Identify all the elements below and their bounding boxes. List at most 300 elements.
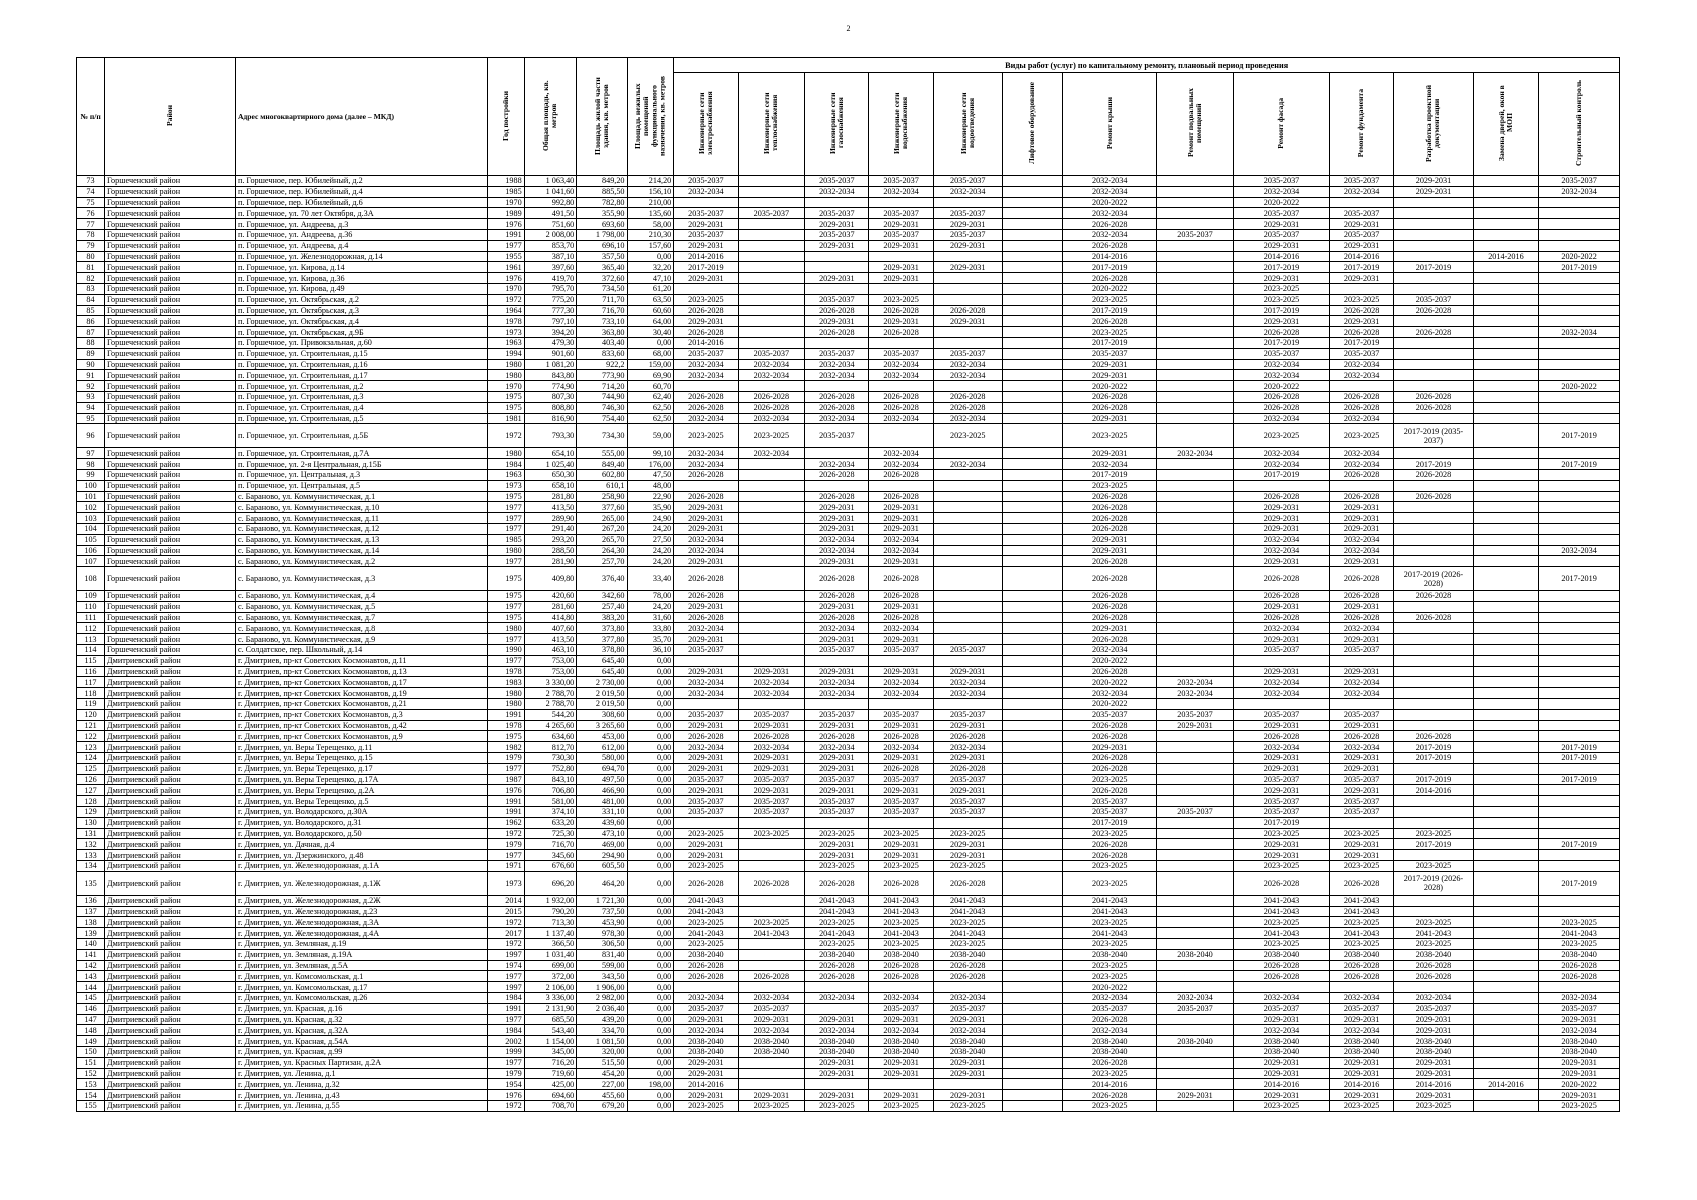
cell-work-period: 2020-2022: [1063, 699, 1157, 710]
cell-work-period: [1473, 545, 1538, 556]
cell-work-period: [738, 1057, 805, 1068]
cell-work-period: 2038-2040: [869, 949, 933, 960]
cell-work-period: [1002, 906, 1063, 917]
cell-address: г. Дмитриев, ул. Красная, д.32: [235, 1014, 487, 1025]
cell-work-period: [1329, 699, 1393, 710]
cell-work-period: [1002, 208, 1063, 219]
cell-area-living: 849,20: [577, 176, 627, 187]
cell-work-period: [1394, 273, 1473, 284]
cell-work-period: 2035-2037: [1329, 229, 1393, 240]
cell-work-period: 2029-2031: [805, 219, 869, 230]
cell-work-period: 2029-2031: [1234, 316, 1330, 327]
cell-work-period: 2023-2025: [805, 1100, 869, 1111]
cell-work-period: [738, 556, 805, 567]
cell-work-period: [1473, 348, 1538, 359]
cell-work-period: 2026-2028: [674, 567, 738, 591]
cell-work-period: 2029-2031: [674, 720, 738, 731]
cell-work-period: 2017-2019: [1234, 469, 1330, 480]
cell-district: Дмитриевский район: [105, 1025, 236, 1036]
cell-district: Горшеченский район: [105, 413, 236, 424]
cell-work-period: 2035-2037: [1063, 1003, 1157, 1014]
cell-district: Горшеченский район: [105, 402, 236, 413]
table-row: [77, 1100, 1620, 1111]
cell-num: 123: [77, 742, 105, 753]
cell-year: 1984: [488, 992, 524, 1003]
cell-work-period: 2029-2031: [869, 240, 933, 251]
cell-work-period: 2026-2028: [738, 971, 805, 982]
cell-work-period: [738, 219, 805, 230]
cell-area-total: 992,80: [524, 197, 577, 208]
cell-work-period: 2029-2031: [1394, 1068, 1473, 1079]
cell-work-period: 2026-2028: [869, 469, 933, 480]
cell-work-period: [933, 523, 1002, 534]
cell-num: 98: [77, 459, 105, 470]
cell-year: 1973: [488, 480, 524, 491]
cell-work-period: 2023-2025: [1234, 917, 1330, 928]
cell-area-nonres: 210,00: [627, 197, 674, 208]
cell-work-period: 2026-2028: [805, 871, 869, 895]
cell-work-period: 2032-2034: [805, 359, 869, 370]
cell-work-period: 2029-2031: [1234, 785, 1330, 796]
cell-work-period: 2026-2028: [1329, 731, 1393, 742]
cell-work-period: [1002, 197, 1063, 208]
cell-work-period: [1156, 502, 1233, 513]
cell-work-period: 2029-2031: [1394, 1057, 1473, 1068]
cell-num: 88: [77, 337, 105, 348]
cell-work-period: [1539, 370, 1620, 381]
cell-address: п. Горшечное, ул. Строительная, д.17: [235, 370, 487, 381]
cell-work-period: 2026-2028: [1063, 731, 1157, 742]
cell-num: 146: [77, 1003, 105, 1014]
cell-work-period: [805, 381, 869, 392]
cell-work-period: [1473, 992, 1538, 1003]
cell-area-living: 885,50: [577, 186, 627, 197]
cell-num: 111: [77, 612, 105, 623]
cell-work-period: 2029-2031: [933, 666, 1002, 677]
cell-work-period: 2032-2034: [738, 359, 805, 370]
cell-district: Дмитриевский район: [105, 720, 236, 731]
cell-year: 1975: [488, 402, 524, 413]
cell-work-period: [1473, 763, 1538, 774]
cell-work-period: 2026-2028: [869, 591, 933, 602]
cell-work-period: 2026-2028: [1063, 556, 1157, 567]
cell-num: 139: [77, 928, 105, 939]
cell-work-period: 2029-2031: [1539, 1090, 1620, 1101]
cell-work-period: 2029-2031: [805, 763, 869, 774]
cell-address: г. Дмитриев, ул. Железнодорожная, д.4А: [235, 928, 487, 939]
cell-work-period: 2017-2019: [1394, 262, 1473, 273]
cell-num: 90: [77, 359, 105, 370]
cell-area-nonres: 156,10: [627, 186, 674, 197]
cell-district: Горшеченский район: [105, 208, 236, 219]
cell-work-period: 2029-2031: [1394, 1090, 1473, 1101]
cell-work-period: 2035-2037: [1329, 1003, 1393, 1014]
cell-district: Горшеченский район: [105, 459, 236, 470]
cell-work-period: [1002, 839, 1063, 850]
cell-work-period: 2035-2037: [738, 709, 805, 720]
cell-work-period: 2017-2019: [1539, 774, 1620, 785]
cell-area-living: 453,00: [577, 731, 627, 742]
cell-area-nonres: 64,00: [627, 316, 674, 327]
cell-work-period: 2029-2031: [1234, 523, 1330, 534]
cell-work-period: 2029-2031: [1234, 556, 1330, 567]
cell-work-period: [933, 327, 1002, 338]
cell-area-nonres: 24,20: [627, 556, 674, 567]
cell-work-period: [1473, 645, 1538, 656]
cell-district: Дмитриевский район: [105, 1036, 236, 1047]
cell-work-period: [1539, 523, 1620, 534]
cell-work-period: 2035-2037: [738, 1003, 805, 1014]
cell-year: 1977: [488, 850, 524, 861]
table-row: [77, 1014, 1620, 1025]
cell-num: 97: [77, 448, 105, 459]
cell-work-period: 2032-2034: [674, 370, 738, 381]
cell-year: 1985: [488, 186, 524, 197]
cell-work-period: 2029-2031: [1329, 1068, 1393, 1079]
cell-work-period: 2026-2028: [674, 491, 738, 502]
cell-work-period: 2017-2019 (2026-2028): [1394, 567, 1473, 591]
cell-work-period: [1394, 502, 1473, 513]
cell-district: Дмитриевский район: [105, 709, 236, 720]
cell-area-living: 2 730,00: [577, 677, 627, 688]
cell-work-period: 2026-2028: [933, 402, 1002, 413]
cell-work-period: 2023-2025: [869, 294, 933, 305]
table-row: [77, 262, 1620, 273]
cell-year: 1980: [488, 623, 524, 634]
cell-area-nonres: 0,00: [627, 850, 674, 861]
cell-work-period: 2026-2028: [1063, 601, 1157, 612]
cell-area-total: 751,60: [524, 219, 577, 230]
cell-year: 1977: [488, 513, 524, 524]
cell-area-living: 363,80: [577, 327, 627, 338]
cell-area-nonres: 47,50: [627, 469, 674, 480]
cell-work-period: 2038-2040: [805, 1046, 869, 1057]
cell-work-period: 2032-2034: [869, 359, 933, 370]
cell-work-period: 2023-2025: [933, 828, 1002, 839]
cell-work-period: [933, 513, 1002, 524]
cell-work-period: [1473, 971, 1538, 982]
cell-work-period: [1473, 513, 1538, 524]
cell-work-period: [1002, 1036, 1063, 1047]
cell-area-living: 1 721,30: [577, 895, 627, 906]
cell-work-period: 2029-2031: [1234, 720, 1330, 731]
cell-area-living: 645,40: [577, 655, 627, 666]
cell-work-period: [933, 567, 1002, 591]
cell-area-living: 515,50: [577, 1057, 627, 1068]
cell-work-period: [1002, 381, 1063, 392]
table-row: [77, 655, 1620, 666]
cell-work-period: [805, 655, 869, 666]
cell-work-period: [1156, 591, 1233, 602]
cell-work-period: [1473, 370, 1538, 381]
table-row: [77, 731, 1620, 742]
cell-work-period: 2023-2025: [1394, 917, 1473, 928]
cell-district: Дмитриевский район: [105, 971, 236, 982]
cell-work-period: [1473, 906, 1538, 917]
cell-work-period: [674, 817, 738, 828]
cell-work-period: [1156, 895, 1233, 906]
cell-work-period: 2026-2028: [1394, 305, 1473, 316]
cell-work-period: [933, 283, 1002, 294]
cell-work-period: [1002, 982, 1063, 993]
cell-district: Горшеченский район: [105, 273, 236, 284]
cell-work-period: 2026-2028: [1063, 763, 1157, 774]
cell-work-period: 2041-2043: [1329, 895, 1393, 906]
cell-year: 1977: [488, 971, 524, 982]
cell-work-period: 2026-2028: [869, 327, 933, 338]
cell-area-nonres: 78,00: [627, 591, 674, 602]
cell-work-period: [1002, 971, 1063, 982]
cell-work-period: 2026-2028: [869, 731, 933, 742]
cell-work-period: [1156, 906, 1233, 917]
cell-work-period: 2032-2034: [738, 742, 805, 753]
cell-work-period: 2026-2028: [1329, 567, 1393, 591]
cell-work-period: 2026-2028: [674, 960, 738, 971]
cell-work-period: [738, 1068, 805, 1079]
cell-year: 1989: [488, 208, 524, 219]
cell-work-period: 2023-2025: [674, 424, 738, 448]
cell-num: 78: [77, 229, 105, 240]
cell-work-period: 2023-2025: [1063, 871, 1157, 895]
cell-work-period: [1234, 982, 1330, 993]
cell-district: Дмитриевский район: [105, 917, 236, 928]
cell-area-total: 808,80: [524, 402, 577, 413]
cell-area-nonres: 0,00: [627, 785, 674, 796]
cell-area-nonres: 176,00: [627, 459, 674, 470]
cell-work-period: 2026-2028: [1329, 402, 1393, 413]
cell-work-period: 2029-2031: [1234, 502, 1330, 513]
cell-area-living: 849,40: [577, 459, 627, 470]
cell-work-period: 2029-2031: [1063, 742, 1157, 753]
cell-area-nonres: 24,20: [627, 601, 674, 612]
cell-work-period: [1002, 534, 1063, 545]
cell-work-period: [738, 939, 805, 950]
cell-work-period: 2026-2028: [1394, 391, 1473, 402]
cell-work-period: 2029-2031: [869, 1068, 933, 1079]
cell-work-period: 2032-2034: [869, 742, 933, 753]
cell-work-period: [738, 469, 805, 480]
cell-year: 1977: [488, 556, 524, 567]
cell-district: Горшеченский район: [105, 545, 236, 556]
cell-work-period: [1539, 731, 1620, 742]
cell-work-period: 2029-2031: [1063, 413, 1157, 424]
cell-work-period: [738, 186, 805, 197]
cell-area-living: 466,90: [577, 785, 627, 796]
cell-district: Горшеченский район: [105, 240, 236, 251]
cell-work-period: 2023-2025: [674, 939, 738, 950]
cell-num: 95: [77, 413, 105, 424]
cell-work-period: 2029-2031: [869, 839, 933, 850]
cell-work-period: 2026-2028: [1394, 469, 1473, 480]
cell-area-living: 679,20: [577, 1100, 627, 1111]
cell-address: г. Дмитриев, пр-кт Советских Космонавтов, д.13: [235, 666, 487, 677]
cell-work-period: [1473, 469, 1538, 480]
header-work-2: Инженерные сети газоснабжения: [805, 73, 869, 176]
cell-work-period: 2032-2034: [869, 459, 933, 470]
cell-work-period: 2032-2034: [1234, 359, 1330, 370]
cell-work-period: 2029-2031: [674, 666, 738, 677]
cell-work-period: 2029-2031: [1063, 534, 1157, 545]
cell-year: 1997: [488, 949, 524, 960]
cell-work-period: [1473, 459, 1538, 470]
cell-area-nonres: 24,90: [627, 513, 674, 524]
cell-work-period: 2029-2031: [674, 1068, 738, 1079]
cell-address: г. Дмитриев, пр-кт Советских Космонавтов, д.42: [235, 720, 487, 731]
cell-work-period: [1002, 917, 1063, 928]
cell-work-period: 2026-2028: [1234, 491, 1330, 502]
table-row: [77, 327, 1620, 338]
cell-area-living: 773,90: [577, 370, 627, 381]
cell-work-period: [1473, 591, 1538, 602]
cell-work-period: 2029-2031: [933, 850, 1002, 861]
cell-work-period: 2035-2037: [1234, 229, 1330, 240]
cell-work-period: 2017-2019: [1539, 262, 1620, 273]
cell-work-period: [1002, 294, 1063, 305]
cell-work-period: 2041-2043: [933, 906, 1002, 917]
cell-district: Горшеченский район: [105, 283, 236, 294]
cell-address: г. Дмитриев, ул. Железнодорожная, д.3А: [235, 917, 487, 928]
cell-district: Дмитриевский район: [105, 742, 236, 753]
cell-address: г. Дмитриев, ул. Красных Партизан, д.2А: [235, 1057, 487, 1068]
cell-work-period: [1156, 971, 1233, 982]
cell-work-period: 2017-2019: [1234, 262, 1330, 273]
cell-work-period: 2035-2037: [869, 348, 933, 359]
cell-district: Дмитриевский район: [105, 960, 236, 971]
cell-work-period: 2035-2037: [1329, 208, 1393, 219]
cell-work-period: [933, 480, 1002, 491]
cell-work-period: 2032-2034: [1329, 623, 1393, 634]
cell-work-period: 2023-2025: [738, 424, 805, 448]
cell-year: 1977: [488, 1014, 524, 1025]
cell-work-period: [933, 556, 1002, 567]
cell-work-period: 2038-2040: [1329, 1046, 1393, 1057]
cell-work-period: 2035-2037: [933, 208, 1002, 219]
cell-work-period: 2029-2031: [738, 1014, 805, 1025]
cell-work-period: 2035-2037: [1234, 208, 1330, 219]
cell-work-period: [869, 381, 933, 392]
header-work-11: Замена дверей, окон в МОП: [1473, 73, 1538, 176]
cell-work-period: [1394, 556, 1473, 567]
cell-work-period: [1473, 699, 1538, 710]
cell-work-period: [1002, 348, 1063, 359]
cell-work-period: [1002, 774, 1063, 785]
cell-num: 136: [77, 895, 105, 906]
cell-work-period: [933, 251, 1002, 262]
cell-num: 106: [77, 545, 105, 556]
cell-work-period: 2029-2031: [869, 666, 933, 677]
cell-num: 85: [77, 305, 105, 316]
cell-work-period: 2023-2025: [933, 939, 1002, 950]
cell-address: г. Дмитриев, ул. Володарского, д.30А: [235, 807, 487, 818]
cell-work-period: 2035-2037: [1539, 176, 1620, 187]
cell-work-period: [1002, 448, 1063, 459]
cell-work-period: [1156, 939, 1233, 950]
cell-work-period: 2032-2034: [869, 545, 933, 556]
cell-work-period: 2035-2037: [933, 774, 1002, 785]
cell-work-period: 2029-2031: [1234, 850, 1330, 861]
cell-area-nonres: 0,00: [627, 688, 674, 699]
cell-area-living: 294,90: [577, 850, 627, 861]
cell-work-period: [1156, 402, 1233, 413]
cell-work-period: 2026-2028: [1329, 971, 1393, 982]
cell-num: 74: [77, 186, 105, 197]
cell-work-period: [805, 283, 869, 294]
header-area-nonres: Площадь нежилых помещений функционального назначения, кв. метров: [627, 58, 674, 176]
cell-work-period: 2041-2043: [738, 928, 805, 939]
cell-address: п. Горшечное, ул. Строительная, д.4: [235, 402, 487, 413]
cell-work-period: 2035-2037: [1329, 774, 1393, 785]
cell-work-period: 2035-2037: [1063, 348, 1157, 359]
cell-work-period: [1002, 949, 1063, 960]
cell-work-period: 2026-2028: [1329, 591, 1393, 602]
cell-year: 1970: [488, 381, 524, 392]
cell-area-nonres: 0,00: [627, 251, 674, 262]
cell-area-living: 469,00: [577, 839, 627, 850]
cell-area-nonres: 33,40: [627, 567, 674, 591]
cell-work-period: [869, 197, 933, 208]
cell-area-total: 685,50: [524, 1014, 577, 1025]
cell-work-period: [1394, 807, 1473, 818]
cell-area-total: 1 154,00: [524, 1036, 577, 1047]
cell-year: 1999: [488, 1046, 524, 1057]
cell-work-period: [1156, 545, 1233, 556]
cell-work-period: [1473, 176, 1538, 187]
cell-area-total: 2 131,90: [524, 1003, 577, 1014]
cell-num: 140: [77, 939, 105, 950]
cell-area-nonres: 62,50: [627, 402, 674, 413]
cell-work-period: 2035-2037: [674, 709, 738, 720]
cell-work-period: 2017-2019: [1063, 337, 1157, 348]
cell-address: г. Дмитриев, ул. Веры Терещенко, д.15: [235, 753, 487, 764]
cell-num: 118: [77, 688, 105, 699]
cell-year: 1978: [488, 720, 524, 731]
cell-work-period: [1156, 763, 1233, 774]
cell-work-period: 2035-2037: [1234, 1003, 1330, 1014]
capital-repair-table: [76, 57, 1620, 1112]
cell-area-total: 413,50: [524, 634, 577, 645]
cell-work-period: [1156, 316, 1233, 327]
cell-area-nonres: 60,70: [627, 381, 674, 392]
table-row: [77, 1090, 1620, 1101]
cell-work-period: 2026-2028: [738, 391, 805, 402]
cell-work-period: [1156, 513, 1233, 524]
cell-area-nonres: 0,00: [627, 906, 674, 917]
cell-area-total: 713,30: [524, 917, 577, 928]
cell-work-period: 2029-2031: [933, 720, 1002, 731]
cell-address: г. Дмитриев, ул. Железнодорожная, д.1Ж: [235, 871, 487, 895]
cell-area-nonres: 0,00: [627, 1090, 674, 1101]
cell-work-period: 2023-2025: [1539, 939, 1620, 950]
cell-work-period: [1156, 567, 1233, 591]
cell-work-period: 2026-2028: [1063, 391, 1157, 402]
cell-address: п. Горшечное, пер. Юбилейный, д.2: [235, 176, 487, 187]
cell-work-period: 2029-2031: [869, 850, 933, 861]
cell-work-period: 2020-2022: [1234, 197, 1330, 208]
cell-district: Горшеченский район: [105, 634, 236, 645]
header-work-12: Строительный контроль: [1539, 73, 1620, 176]
cell-work-period: 2020-2022: [1539, 1079, 1620, 1090]
cell-area-living: 343,50: [577, 971, 627, 982]
cell-num: 89: [77, 348, 105, 359]
cell-work-period: [1156, 327, 1233, 338]
cell-work-period: [1394, 229, 1473, 240]
cell-area-nonres: 0,00: [627, 1046, 674, 1057]
cell-work-period: [1002, 480, 1063, 491]
cell-work-period: [869, 480, 933, 491]
cell-district: Горшеченский район: [105, 251, 236, 262]
cell-work-period: 2026-2028: [1329, 327, 1393, 338]
cell-work-period: 2029-2031: [1394, 1025, 1473, 1036]
